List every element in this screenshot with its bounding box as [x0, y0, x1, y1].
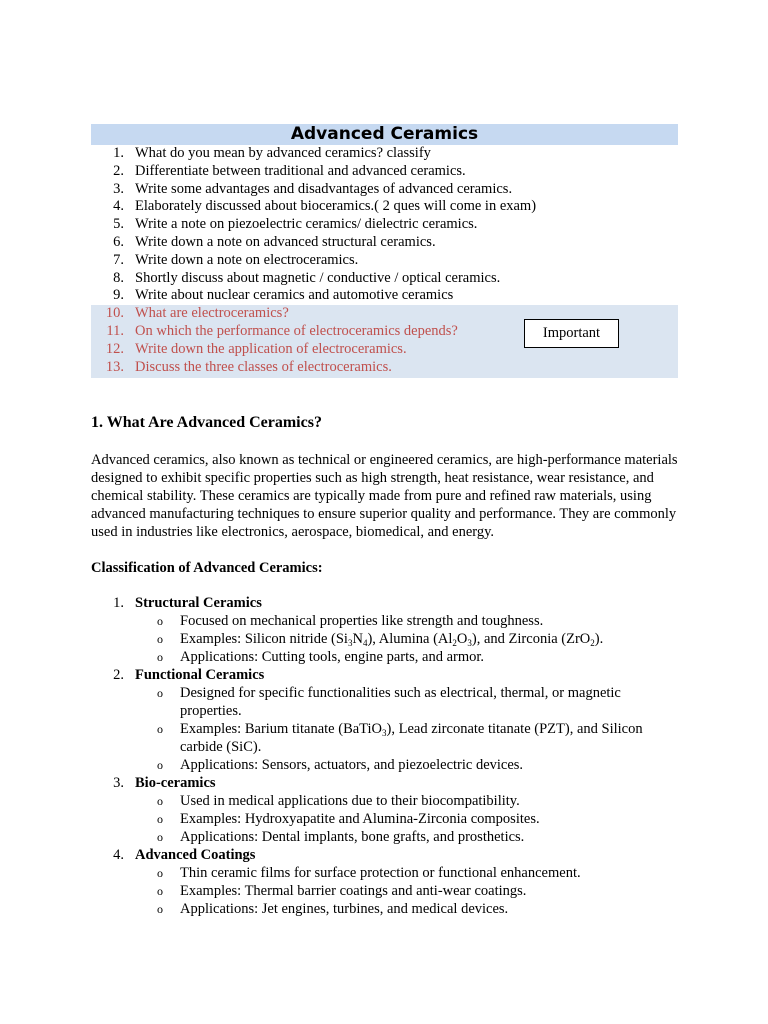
bullet: o [157, 902, 163, 916]
item-number: 9. [113, 287, 124, 304]
list-item [91, 198, 678, 216]
sub-item [135, 630, 681, 648]
item-number: 3. [113, 775, 124, 791]
section-heading: 1. What Are Advanced Ceramics? [91, 414, 322, 431]
item-number: 3. [113, 180, 124, 197]
item-text: Write a note on piezoelectric ceramics/ dielectric ceramics. [135, 216, 478, 233]
item-number: 5. [113, 216, 124, 233]
sub-item [135, 648, 681, 666]
bullet: o [157, 866, 163, 880]
list-item [91, 774, 681, 846]
list-item [91, 145, 678, 163]
item-number: 11. [106, 322, 124, 339]
sub-item [135, 882, 681, 900]
sub-item-text: Applications: Jet engines, turbines, and medical devices. [180, 901, 509, 917]
sub-item-text: Examples: Silicon nitride $(Si_3N_4)$, Alumina $(Al_2O_3)$, and Zirconia (ZrO$_2$). [180, 631, 604, 648]
bullet: o [157, 650, 163, 664]
category-name: Advanced Coatings [135, 847, 256, 863]
sub-item-text: Applications: Sensors, actuators, and piezoelectric devices. [180, 757, 524, 773]
item-text: Shortly discuss about magnetic / conductive / optical ceramics. [135, 269, 501, 286]
item-number: 8. [113, 269, 124, 286]
bullet: o [157, 884, 163, 898]
sub-item-text: Applications: Dental implants, bone grafts, and prosthetics. [180, 829, 525, 845]
list-item [91, 181, 678, 199]
bullet: o [157, 614, 163, 628]
item-number: 13. [105, 358, 124, 375]
item-text: Write down a note on electroceramics. [135, 251, 359, 268]
item-text: Differentiate between traditional and advanced ceramics. [135, 162, 466, 179]
classification-title: Classification of Advanced Ceramics: [91, 560, 323, 576]
sub-item [135, 792, 681, 810]
item-text: Write about nuclear ceramics and automotive ceramics [135, 287, 454, 304]
item-number: 12. [105, 340, 124, 357]
item-number: 4. [113, 847, 124, 863]
sub-item [135, 864, 681, 882]
bullet: o [157, 812, 163, 826]
list-item [91, 594, 681, 666]
sub-item-text: Examples: Hydroxyapatite and Alumina-Zirconia composites. [180, 811, 540, 827]
item-number: 2. [113, 667, 124, 683]
sub-item [135, 810, 681, 828]
item-number: 6. [113, 233, 124, 250]
sub-item [135, 720, 681, 756]
important-questions-block [91, 305, 678, 378]
sub-item [135, 612, 681, 630]
list-item [91, 163, 678, 181]
important-label-box: Important [524, 319, 619, 348]
sub-item [135, 756, 681, 774]
item-text: What do you mean by advanced ceramics? classify [135, 145, 431, 161]
list-item [91, 666, 681, 774]
sub-item-text: Focused on mechanical properties like strength and toughness. [180, 613, 544, 629]
item-text: On which the performance of electroceramics depends? [135, 322, 458, 339]
sub-item-text: Designed for specific functionalities such as electrical, thermal, or magnetic properties. [180, 685, 621, 719]
sub-item-text: Applications: Cutting tools, engine parts, and armor. [180, 649, 485, 665]
list-item [91, 216, 678, 234]
item-text: What are electroceramics? [135, 305, 289, 322]
bullet: o [157, 632, 163, 646]
bullet: o [157, 794, 163, 808]
sub-item-text: Examples: Barium titanate (BaTiO$_3$), Lead zirconate titanate (PZT), and Silicon carbide (SiC). [180, 721, 643, 755]
item-number: 7. [113, 251, 124, 268]
item-text: Write some advantages and disadvantages of advanced ceramics. [135, 180, 513, 197]
sub-item-text: Used in medical applications due to their biocompatibility. [180, 793, 520, 809]
list-item [91, 359, 678, 377]
item-number: 1. [113, 145, 124, 161]
list-item [91, 287, 678, 305]
sub-item [135, 900, 681, 918]
sub-list [135, 864, 681, 918]
item-number: 10. [105, 305, 124, 322]
list-item [91, 846, 681, 918]
item-text: Elaborately discussed about bioceramics.( 2 ques will come in exam) [135, 198, 537, 215]
sub-item [135, 684, 681, 720]
sub-item-text: Examples: Thermal barrier coatings and anti-wear coatings. [180, 883, 527, 899]
list-item [91, 252, 678, 270]
item-text: Write down the application of electroceramics. [135, 340, 407, 357]
category-name: Structural Ceramics [135, 595, 262, 611]
item-number: 1. [113, 595, 124, 611]
bullet: o [157, 686, 163, 700]
sub-item [135, 828, 681, 846]
sub-list [135, 792, 681, 846]
classification-list [91, 594, 681, 918]
question-list-section [91, 124, 678, 378]
question-list [91, 145, 678, 305]
bullet: o [157, 758, 163, 772]
item-number: 4. [113, 198, 124, 215]
sub-list [135, 684, 681, 774]
list-item [91, 270, 678, 288]
sub-item-text: Thin ceramic films for surface protection or functional enhancement. [180, 865, 581, 881]
bullet: o [157, 830, 163, 844]
category-name: Bio-ceramics [135, 775, 216, 791]
item-text: Discuss the three classes of electroceramics. [135, 358, 392, 375]
document-title: Advanced Ceramics [91, 124, 678, 145]
list-item [91, 234, 678, 252]
sub-list [135, 612, 681, 666]
intro-paragraph: Advanced ceramics, also known as technical or engineered ceramics, are high-performance materials designed to exhibit specific properties such as high strength, heat resistance, wear resistance, and chemical stability. These ceramics are typically made from pure and refined raw materials, using advanced manufacturing techniques to ensure superior quality and performance. They are commonly used in industries like electronics, aerospace, biomedical, and energy. [91, 452, 678, 540]
item-number: 2. [113, 162, 124, 179]
category-name: Functional Ceramics [135, 667, 265, 683]
item-text: Write down a note on advanced structural ceramics. [135, 233, 436, 250]
bullet: o [157, 722, 163, 736]
